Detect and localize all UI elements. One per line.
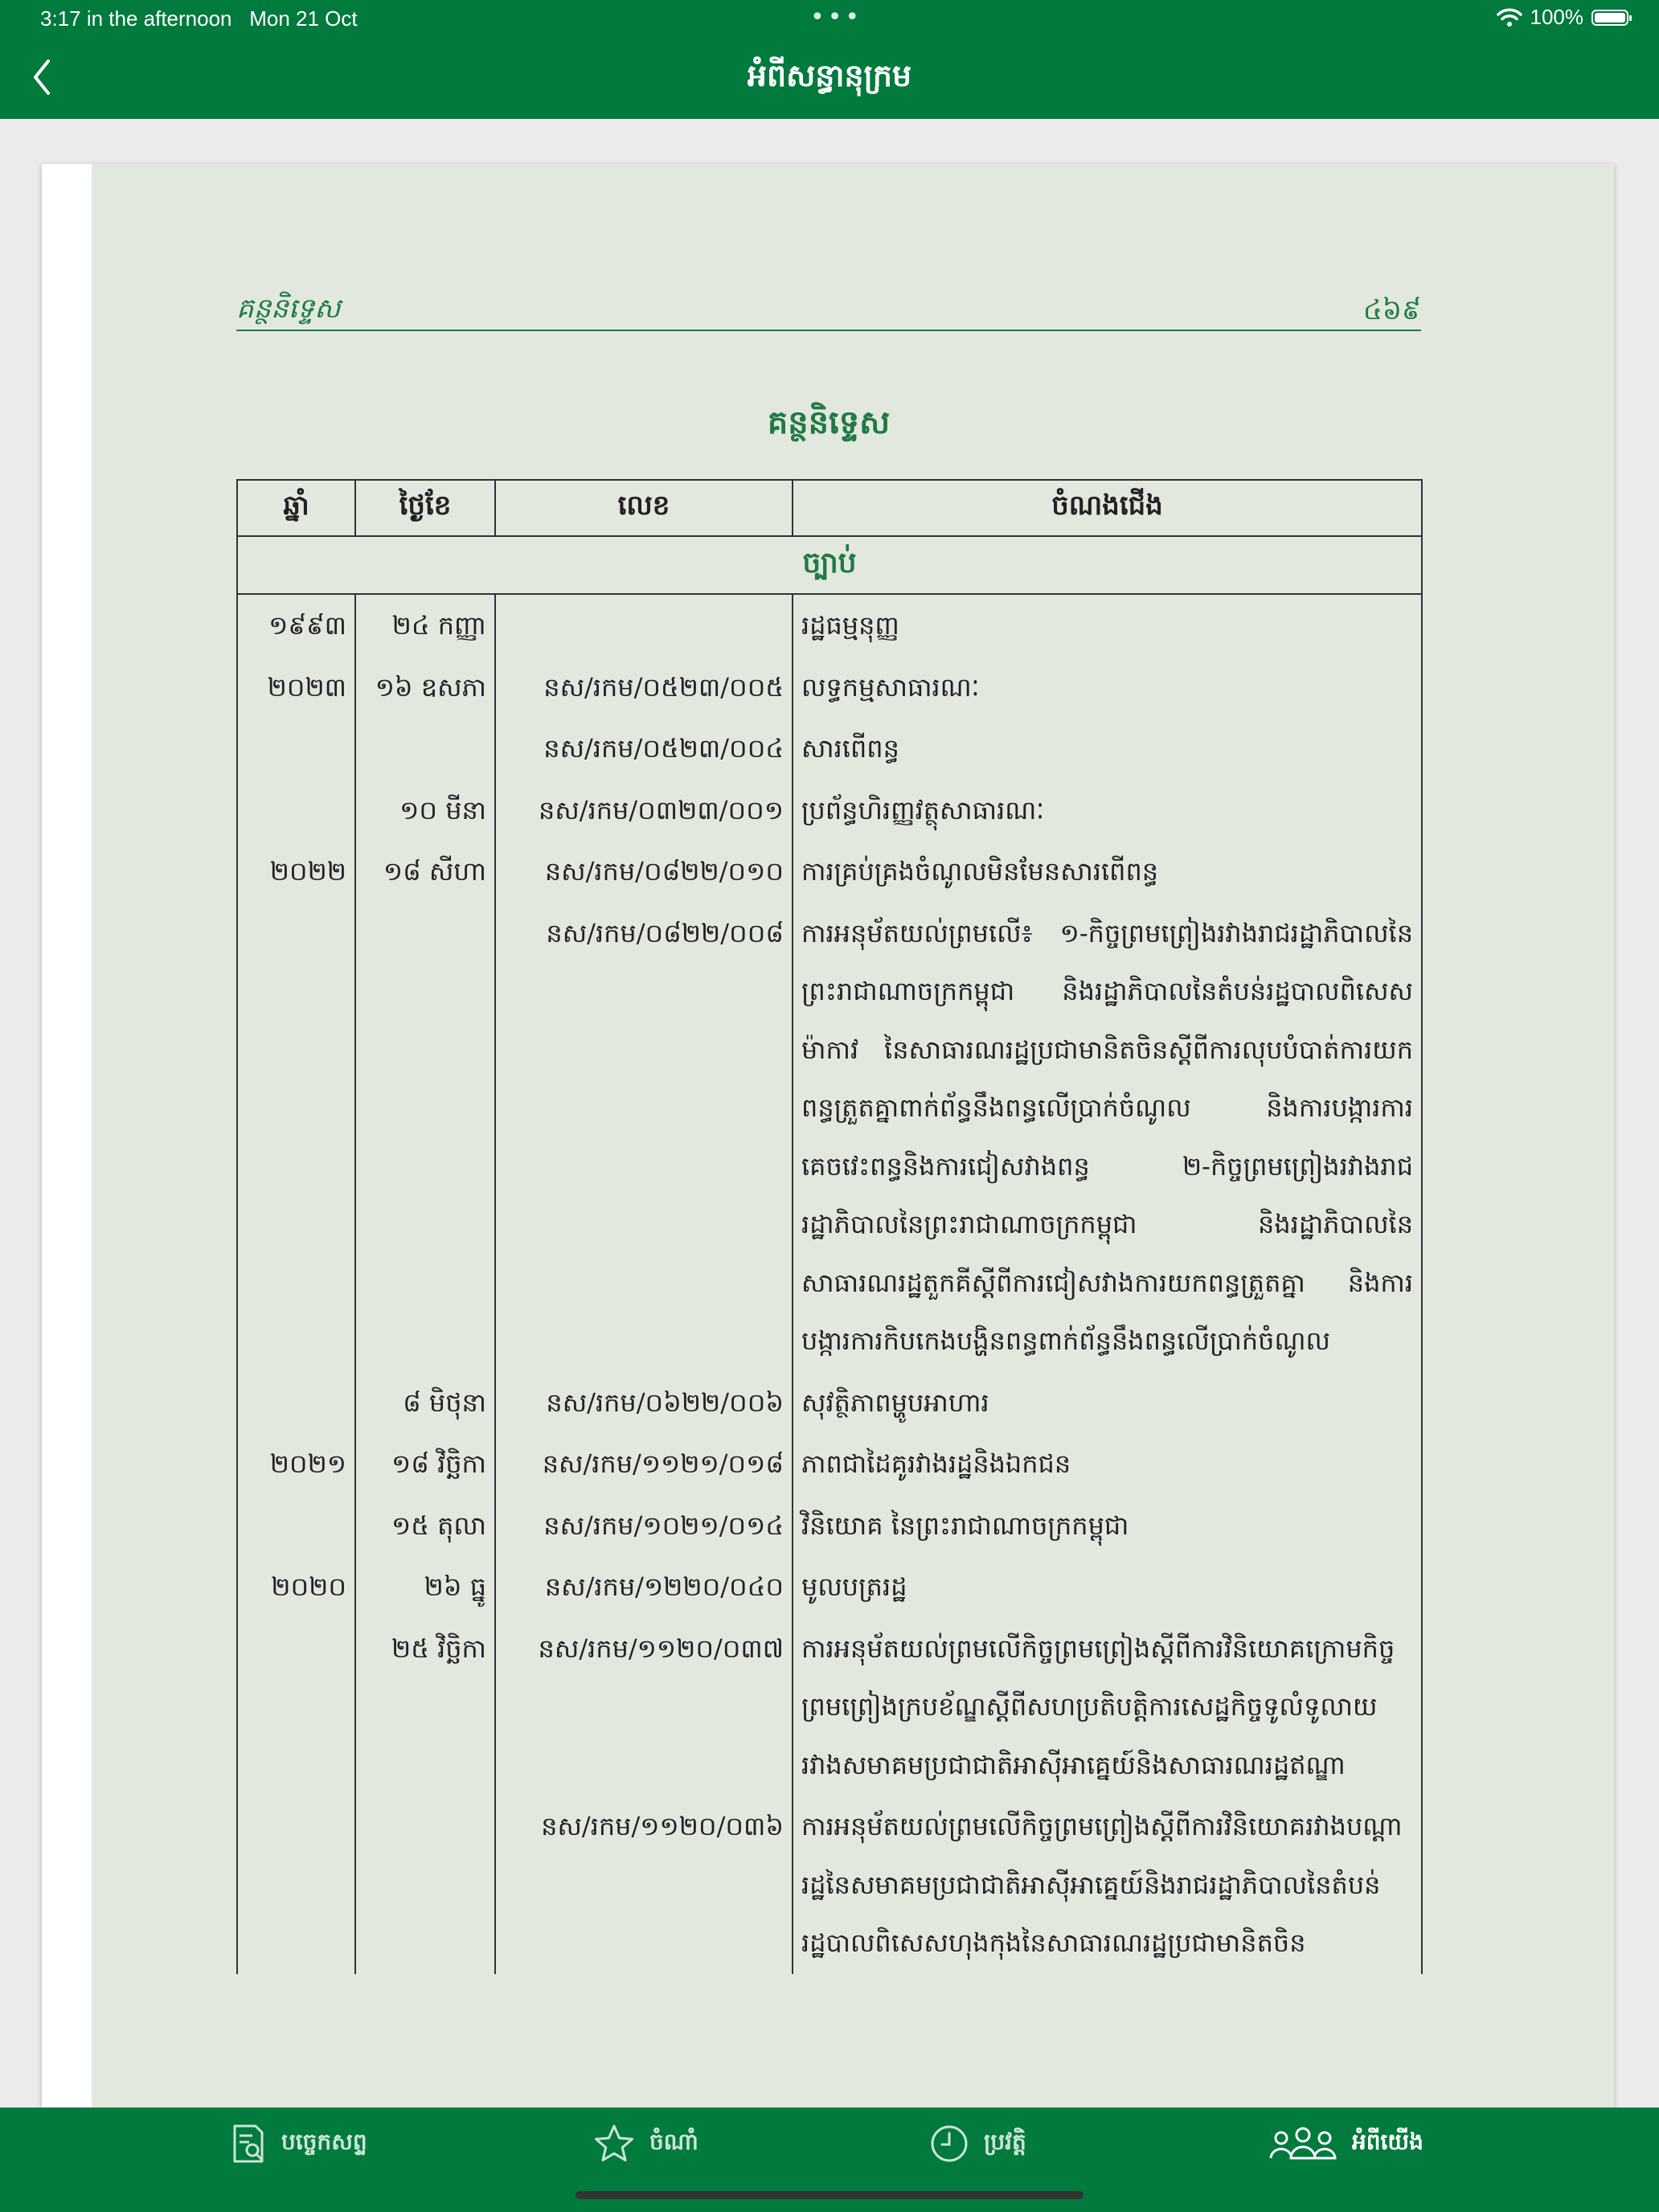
cell-year xyxy=(237,1372,355,1434)
tab-history-label: ប្រវត្តិ xyxy=(984,2128,1026,2155)
cell-date: ២៤ កញ្ញា xyxy=(355,594,495,657)
running-header xyxy=(236,289,1421,331)
header-year: ឆ្នាំ xyxy=(237,480,355,536)
cell-date: ២៦ ធ្នូ xyxy=(355,1556,495,1618)
header-title: ចំណងជើង xyxy=(793,480,1422,536)
cell-number: នស/រកម/១១២០/០៣៦ xyxy=(495,1796,793,1974)
cell-date: ១០ មីនា xyxy=(355,780,495,842)
multitasking-dots[interactable]: ••• xyxy=(810,3,863,31)
section-title: ច្បាប់ xyxy=(237,536,1422,594)
cell-title: ភាពជាដៃគូរវាងរដ្ឋនិងឯកជន xyxy=(793,1433,1422,1495)
document-search-icon xyxy=(231,2123,267,2165)
cell-title: សារពើពន្ធ xyxy=(793,718,1422,780)
page-content xyxy=(92,164,1614,2109)
cell-title: មូលបត្ររដ្ឋ xyxy=(793,1556,1422,1618)
cell-year xyxy=(237,1796,355,1974)
table-row xyxy=(237,718,1422,780)
cell-year: ២០២២ xyxy=(237,841,355,903)
cell-year xyxy=(237,1495,355,1557)
running-head-title: គន្ថនិទ្ទេស xyxy=(236,293,341,325)
cell-number: នស/រកម/១១២១/០១៨ xyxy=(495,1433,793,1495)
table-row xyxy=(237,841,1422,903)
table-row xyxy=(237,1495,1422,1557)
cell-year: ២០២១ xyxy=(237,1433,355,1495)
cell-year xyxy=(237,780,355,842)
cell-date: ១៦ ឧសភា xyxy=(355,657,495,719)
table-row xyxy=(237,780,1422,842)
cell-number: នស/រកម/១២២០/០៤០ xyxy=(495,1556,793,1618)
cell-year xyxy=(237,718,355,780)
cell-date: ១៥ តុលា xyxy=(355,1495,495,1557)
cell-date: ៨ មិថុនា xyxy=(355,1372,495,1434)
cell-date: ២៥ វិច្ឆិកា xyxy=(355,1618,495,1796)
cell-date xyxy=(355,1796,495,1974)
table-row xyxy=(237,1556,1422,1618)
table-row xyxy=(237,1796,1422,1974)
status-time: 3:17 in the afternoon Mon 21 Oct xyxy=(40,6,358,31)
tab-terms[interactable] xyxy=(231,2108,367,2180)
cell-number: នស/រកម/១១២០/០៣៧ xyxy=(495,1618,793,1796)
table-header-row xyxy=(237,480,1422,536)
cell-number: នស/រកម/០៣២៣/០០១ xyxy=(495,780,793,842)
cell-title: សុវត្ថិភាពម្ហូបអាហារ xyxy=(793,1372,1422,1434)
table-body xyxy=(237,594,1422,1974)
tab-bookmarks[interactable] xyxy=(593,2108,698,2180)
table-row xyxy=(237,903,1422,1372)
cell-number xyxy=(495,594,793,657)
table-row xyxy=(237,1618,1422,1796)
header-number: លេខ xyxy=(495,480,793,536)
cell-number: នស/រកម/០៥២៣/០០៤ xyxy=(495,718,793,780)
star-icon xyxy=(593,2124,635,2164)
bibliography-table xyxy=(236,479,1423,1974)
tab-about[interactable] xyxy=(1268,2108,1423,2180)
cell-number: នស/រកម/០៨២២/០០៨ xyxy=(495,903,793,1372)
cell-title: ការអនុម័តយល់ព្រមលើ៖ ១-កិច្ចព្រមព្រៀងរវាងរាជរដ្ឋាភិបាលនៃព្រះរាជាណាចក្រកម្ពុជា និងរដ្ឋាភិបាលនៃតំបន់រដ្ឋបាលពិសេសម៉ាកាវ នៃសាធារណរដ្ឋប្រជាមានិតចិនស្ដីពីការលុបបំបាត់ការយកពន្ធត្រួតគ្នាពាក់ព័ន្ធនឹងពន្ធលើប្រាក់ចំណូល និងការបង្ការការគេចវេះពន្ធនិងការជៀសវាងពន្ធ ២-កិច្ចព្រមព្រៀងរវាងរាជរដ្ឋាភិបាលនៃព្រះរាជាណាចក្រកម្ពុជា និងរដ្ឋាភិបាលនៃសាធារណរដ្ឋតួកគីស្ដីពីការជៀសវាងការយកពន្ធត្រួតគ្នា និងការបង្ការការកិបកេងបង្ហិនពន្ធពាក់ព័ន្ធនឹងពន្ធលើប្រាក់ចំណូល xyxy=(793,903,1422,1372)
table-row xyxy=(237,1372,1422,1434)
tab-bookmarks-label: ចំណាំ xyxy=(649,2128,698,2155)
battery-icon xyxy=(1591,10,1628,26)
cell-number: នស/រកម/០៥២៣/០០៥ xyxy=(495,657,793,719)
top-bar xyxy=(0,0,1659,119)
cell-title: ការអនុម័តយល់ព្រមលើកិច្ចព្រមព្រៀងស្ដីពីការវិនិយោគរវាងបណ្ដារដ្ឋនៃសមាគមប្រជាជាតិអាស៊ីអាគ្នេយ៍និងរាជរដ្ឋាភិបាលនៃតំបន់រដ្ឋបាលពិសេសហុងកុងនៃសាធារណរដ្ឋប្រជាមានិតចិន xyxy=(793,1796,1422,1974)
cell-title: លទ្ធកម្មសាធារណៈ xyxy=(793,657,1422,719)
cell-year xyxy=(237,903,355,1372)
home-indicator[interactable] xyxy=(576,2191,1083,2199)
cell-number: នស/រកម/០៦២២/០០៦ xyxy=(495,1372,793,1434)
cell-year: ២០២៣ xyxy=(237,657,355,719)
cell-title: ការគ្រប់គ្រងចំណូលមិនមែនសារពើពន្ធ xyxy=(793,841,1422,903)
cell-number: នស/រកម/០៨២២/០១០ xyxy=(495,841,793,903)
document-title: គន្ថនិទ្ទេស xyxy=(767,403,891,441)
cell-year xyxy=(237,1618,355,1796)
cell-date: ១៨ សីហា xyxy=(355,841,495,903)
page-number: ៤៦៩ xyxy=(1362,294,1421,326)
cell-year: ១៩៩៣ xyxy=(237,594,355,657)
section-row xyxy=(237,536,1422,594)
tab-about-label: អំពីយើង xyxy=(1352,2128,1423,2155)
battery-percent: 100% xyxy=(1530,5,1583,29)
tab-terms-label: បច្ចេកសព្ទ xyxy=(281,2128,367,2155)
table-row xyxy=(237,1433,1422,1495)
cell-date xyxy=(355,718,495,780)
tab-history[interactable] xyxy=(929,2108,1026,2180)
people-icon xyxy=(1268,2126,1337,2161)
table-row xyxy=(237,594,1422,657)
cell-number: នស/រកម/១០២១/០១៤ xyxy=(495,1495,793,1557)
cell-title: ការអនុម័តយល់ព្រមលើកិច្ចព្រមព្រៀងស្ដីពីការវិនិយោគក្រោមកិច្ចព្រមព្រៀងក្របខ័ណ្ឌស្ដីពីសហប្រតិបត្តិការសេដ្ឋកិច្ចទូលំទូលាយរវាងសមាគមប្រជាជាតិអាស៊ីអាគ្នេយ៍និងសាធារណរដ្ឋឥណ្ឌា xyxy=(793,1618,1422,1796)
clock-icon xyxy=(929,2124,969,2164)
cell-date xyxy=(355,903,495,1372)
page-title: អំពីសន្ធានុក្រម xyxy=(747,58,912,93)
cell-title: វិនិយោគ នៃព្រះរាជាណាចក្រកម្ពុជា xyxy=(793,1495,1422,1557)
table-row xyxy=(237,657,1422,719)
cell-title: ប្រព័ន្ធហិរញ្ញវត្ថុសាធារណៈ xyxy=(793,780,1422,842)
cell-year: ២០២០ xyxy=(237,1556,355,1618)
status-indicators xyxy=(1497,5,1629,30)
document-page[interactable] xyxy=(42,164,1614,2109)
wifi-icon xyxy=(1497,8,1522,27)
cell-date: ១៨ វិច្ឆិកា xyxy=(355,1433,495,1495)
header-date: ថ្ងៃខែ xyxy=(355,480,495,536)
cell-title: រដ្ឋធម្មនុញ្ញ xyxy=(793,594,1422,657)
